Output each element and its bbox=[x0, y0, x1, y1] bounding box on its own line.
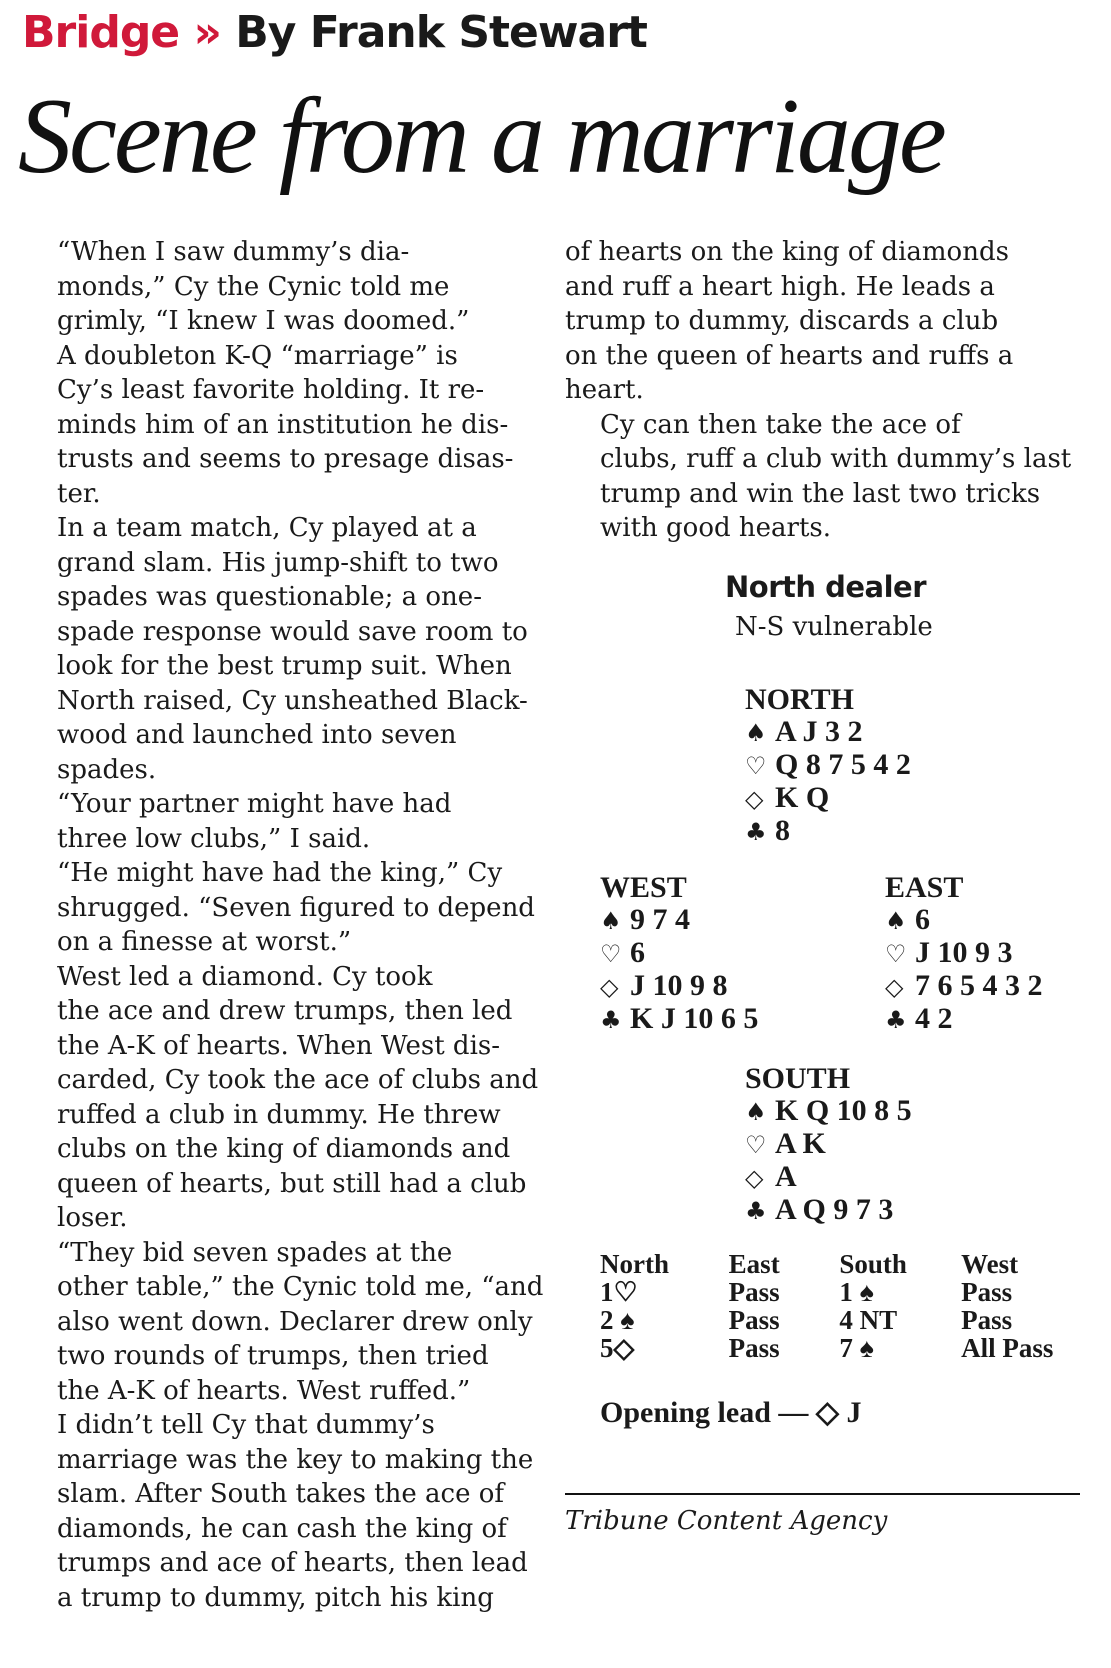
text-line: A doubleton K-Q “marriage” is bbox=[57, 340, 458, 371]
chevron-glyph: » bbox=[193, 7, 221, 58]
spades-holding bbox=[745, 716, 911, 749]
continuation-paragraph bbox=[565, 235, 1085, 408]
diamond-icon: ◇ bbox=[745, 1164, 764, 1192]
diamonds-holding bbox=[885, 970, 1043, 1003]
text-line: Cy can then take the ace of bbox=[600, 409, 961, 440]
text-line: the ace and drew trumps, then led bbox=[57, 996, 513, 1026]
heart-icon: ♡ bbox=[745, 752, 767, 780]
text-line: and ruff a heart high. He leads a bbox=[565, 271, 995, 302]
text-line: shrugged. “Seven figured to depend bbox=[57, 892, 535, 923]
article-paragraph bbox=[22, 339, 547, 512]
text-line: also went down. Declarer drew only bbox=[57, 1306, 533, 1337]
article-paragraph bbox=[22, 511, 547, 787]
heart-icon: ♡ bbox=[885, 940, 907, 968]
text-line: West led a diamond. Cy took bbox=[57, 961, 433, 992]
spades-holding bbox=[885, 904, 1043, 937]
diamond-icon: ◇ bbox=[600, 973, 619, 1001]
text-line: minds him of an institution he dis- bbox=[57, 409, 509, 440]
text-line: loser. bbox=[57, 1203, 128, 1233]
column-kicker bbox=[22, 8, 647, 59]
text-line: carded, Cy took the ace of clubs and bbox=[57, 1065, 539, 1095]
headline: Scene from a marriage bbox=[18, 77, 944, 196]
text-line: two rounds of trumps, then tried bbox=[57, 1341, 489, 1371]
card-list: K Q 10 8 5 bbox=[775, 1094, 912, 1127]
auction-header-east: East bbox=[728, 1249, 780, 1279]
text-line: with good hearts. bbox=[600, 513, 832, 543]
text-line: wood and launched into seven bbox=[57, 720, 457, 750]
auction-row bbox=[600, 1278, 1070, 1306]
dealer-heading: North dealer bbox=[725, 570, 927, 604]
closing-paragraph bbox=[565, 408, 1085, 546]
auction-bid: 2 ♠ bbox=[600, 1305, 635, 1335]
auction-header-west: West bbox=[961, 1249, 1019, 1279]
west-hand bbox=[600, 872, 758, 1036]
auction-bid: 1♡ bbox=[600, 1277, 638, 1307]
diamond-icon: ◇ bbox=[745, 785, 764, 813]
clubs-holding bbox=[885, 1003, 1043, 1036]
text-line: trump to dummy, discards a club bbox=[565, 306, 999, 336]
text-line: “He might have had the king,” Cy bbox=[57, 858, 503, 888]
auction-row bbox=[600, 1306, 1070, 1334]
text-line: grand slam. His jump-shift to two bbox=[57, 547, 499, 578]
auction-header-row bbox=[600, 1250, 1070, 1278]
hand-label: NORTH bbox=[745, 683, 854, 716]
auction-bid: Pass bbox=[961, 1277, 1013, 1307]
clubs-holding bbox=[745, 815, 911, 848]
card-list: A Q 9 7 3 bbox=[775, 1193, 894, 1226]
card-list: 4 2 bbox=[915, 1002, 953, 1035]
auction-header-north: North bbox=[600, 1249, 669, 1279]
club-icon: ♣ bbox=[885, 1006, 907, 1034]
hearts-holding bbox=[745, 749, 911, 782]
card-list: J 10 9 8 bbox=[630, 969, 728, 1002]
card-list: J 10 9 3 bbox=[915, 936, 1013, 969]
auction-bid: Pass bbox=[728, 1333, 780, 1363]
card-list: A J 3 2 bbox=[775, 715, 863, 748]
spade-icon: ♠ bbox=[745, 719, 767, 747]
north-hand bbox=[745, 684, 911, 848]
text-line: clubs, ruff a club with dummy’s last bbox=[600, 444, 1072, 474]
hearts-holding bbox=[745, 1128, 912, 1161]
spade-icon: ♠ bbox=[885, 907, 907, 935]
hand-label: EAST bbox=[885, 871, 964, 904]
text-line: the A-K of hearts. West ruffed.” bbox=[57, 1375, 471, 1406]
text-line: North raised, Cy unsheathed Black- bbox=[57, 685, 528, 716]
text-line: look for the best trump suit. When bbox=[57, 651, 512, 681]
hand-label: WEST bbox=[600, 871, 687, 904]
club-icon: ♣ bbox=[745, 818, 767, 846]
heart-icon: ♡ bbox=[600, 940, 622, 968]
auction-bid: Pass bbox=[728, 1277, 780, 1307]
auction-bid: 7 ♠ bbox=[839, 1333, 874, 1363]
article-paragraph bbox=[22, 1408, 547, 1615]
text-line: grimly, “I knew I was doomed.” bbox=[57, 306, 470, 336]
article-left-column bbox=[22, 235, 547, 1615]
text-line: Cy’s least favorite holding. It re- bbox=[57, 375, 485, 405]
auction-bid: 1 ♠ bbox=[839, 1277, 874, 1307]
text-line: trump and win the last two tricks bbox=[600, 478, 1041, 509]
article-paragraph bbox=[22, 960, 547, 1236]
article-paragraph bbox=[22, 235, 547, 339]
text-line: diamonds, he can cash the king of bbox=[57, 1513, 507, 1544]
text-line: ruffed a club in dummy. He threw bbox=[57, 1099, 501, 1130]
clubs-holding bbox=[600, 1003, 758, 1036]
card-list: 8 bbox=[775, 814, 790, 847]
text-line: In a team match, Cy played at a bbox=[57, 513, 477, 543]
agency-credit: Tribune Content Agency bbox=[565, 1506, 888, 1536]
text-line: clubs on the king of diamonds and bbox=[57, 1134, 511, 1164]
club-icon: ♣ bbox=[600, 1006, 622, 1034]
heart-icon: ♡ bbox=[745, 1131, 767, 1159]
spade-icon: ♠ bbox=[745, 1098, 767, 1126]
text-line: heart. bbox=[565, 375, 644, 405]
text-line: slam. After South takes the ace of bbox=[57, 1479, 505, 1509]
text-line: trumps and ace of hearts, then lead bbox=[57, 1548, 528, 1578]
auction-bid: Pass bbox=[728, 1305, 780, 1335]
auction-bid: All Pass bbox=[961, 1333, 1054, 1363]
diamond-icon: ◇ bbox=[885, 973, 904, 1001]
card-list: 7 6 5 4 3 2 bbox=[915, 969, 1043, 1002]
text-line: queen of hearts, but still had a club bbox=[57, 1168, 527, 1199]
auction-row bbox=[600, 1334, 1070, 1362]
auction-header-south: South bbox=[839, 1249, 907, 1279]
hand-label: SOUTH bbox=[745, 1062, 851, 1095]
auction-bid: Pass bbox=[961, 1305, 1013, 1335]
clubs-holding bbox=[745, 1194, 912, 1227]
vulnerability-label: N-S vulnerable bbox=[735, 612, 933, 642]
card-list: 9 7 4 bbox=[630, 903, 690, 936]
byline: By Frank Stewart bbox=[235, 7, 647, 58]
text-line: “Your partner might have had bbox=[57, 789, 452, 819]
text-line: I didn’t tell Cy that dummy’s bbox=[57, 1410, 435, 1440]
card-list: Q 8 7 5 4 2 bbox=[775, 748, 911, 781]
text-line: spades. bbox=[57, 754, 157, 785]
spade-icon: ♠ bbox=[600, 907, 622, 935]
text-line: spades was questionable; a one- bbox=[57, 582, 482, 612]
card-list: K Q bbox=[775, 781, 830, 814]
article-right-column bbox=[565, 235, 1085, 546]
text-line: a trump to dummy, pitch his king bbox=[57, 1582, 494, 1613]
diamonds-holding bbox=[600, 970, 758, 1003]
hearts-holding bbox=[885, 937, 1043, 970]
hearts-holding bbox=[600, 937, 758, 970]
diamonds-holding bbox=[745, 782, 911, 815]
auction-bid: 5◇ bbox=[600, 1333, 635, 1363]
text-line: the A-K of hearts. When West dis- bbox=[57, 1030, 501, 1061]
card-list: K J 10 6 5 bbox=[630, 1002, 759, 1035]
text-line: “They bid seven spades at the bbox=[57, 1237, 453, 1268]
article-paragraph bbox=[22, 1236, 547, 1409]
text-line: marriage was the key to making the bbox=[57, 1444, 534, 1475]
east-hand bbox=[885, 872, 1043, 1036]
text-line: of hearts on the king of diamonds bbox=[565, 237, 1009, 267]
text-line: three low clubs,” I said. bbox=[57, 823, 371, 854]
text-line: on a finesse at worst.” bbox=[57, 927, 352, 957]
auction-bid: 4 NT bbox=[839, 1305, 898, 1335]
text-line: spade response would save room to bbox=[57, 616, 528, 647]
spades-holding bbox=[600, 904, 758, 937]
divider-rule bbox=[565, 1493, 1080, 1495]
article-paragraph bbox=[22, 787, 547, 856]
text-line: ter. bbox=[57, 478, 101, 509]
section-name: Bridge bbox=[22, 7, 180, 58]
card-list: A K bbox=[775, 1127, 826, 1160]
diamonds-holding bbox=[745, 1161, 912, 1194]
card-list: A bbox=[775, 1160, 797, 1193]
south-hand bbox=[745, 1063, 912, 1227]
club-icon: ♣ bbox=[745, 1197, 767, 1225]
text-line: “When I saw dummy’s dia- bbox=[57, 237, 410, 267]
opening-lead: Opening lead — ◇ J bbox=[600, 1396, 862, 1429]
text-line: monds,” Cy the Cynic told me bbox=[57, 271, 450, 302]
card-list: 6 bbox=[915, 903, 930, 936]
auction-table bbox=[600, 1250, 1070, 1362]
text-line: on the queen of hearts and ruffs a bbox=[565, 340, 1014, 371]
text-line: trusts and seems to presage disas- bbox=[57, 444, 514, 474]
article-paragraph bbox=[22, 856, 547, 960]
spades-holding bbox=[745, 1095, 912, 1128]
card-list: 6 bbox=[630, 936, 645, 969]
text-line: other table,” the Cynic told me, “and bbox=[57, 1272, 544, 1302]
